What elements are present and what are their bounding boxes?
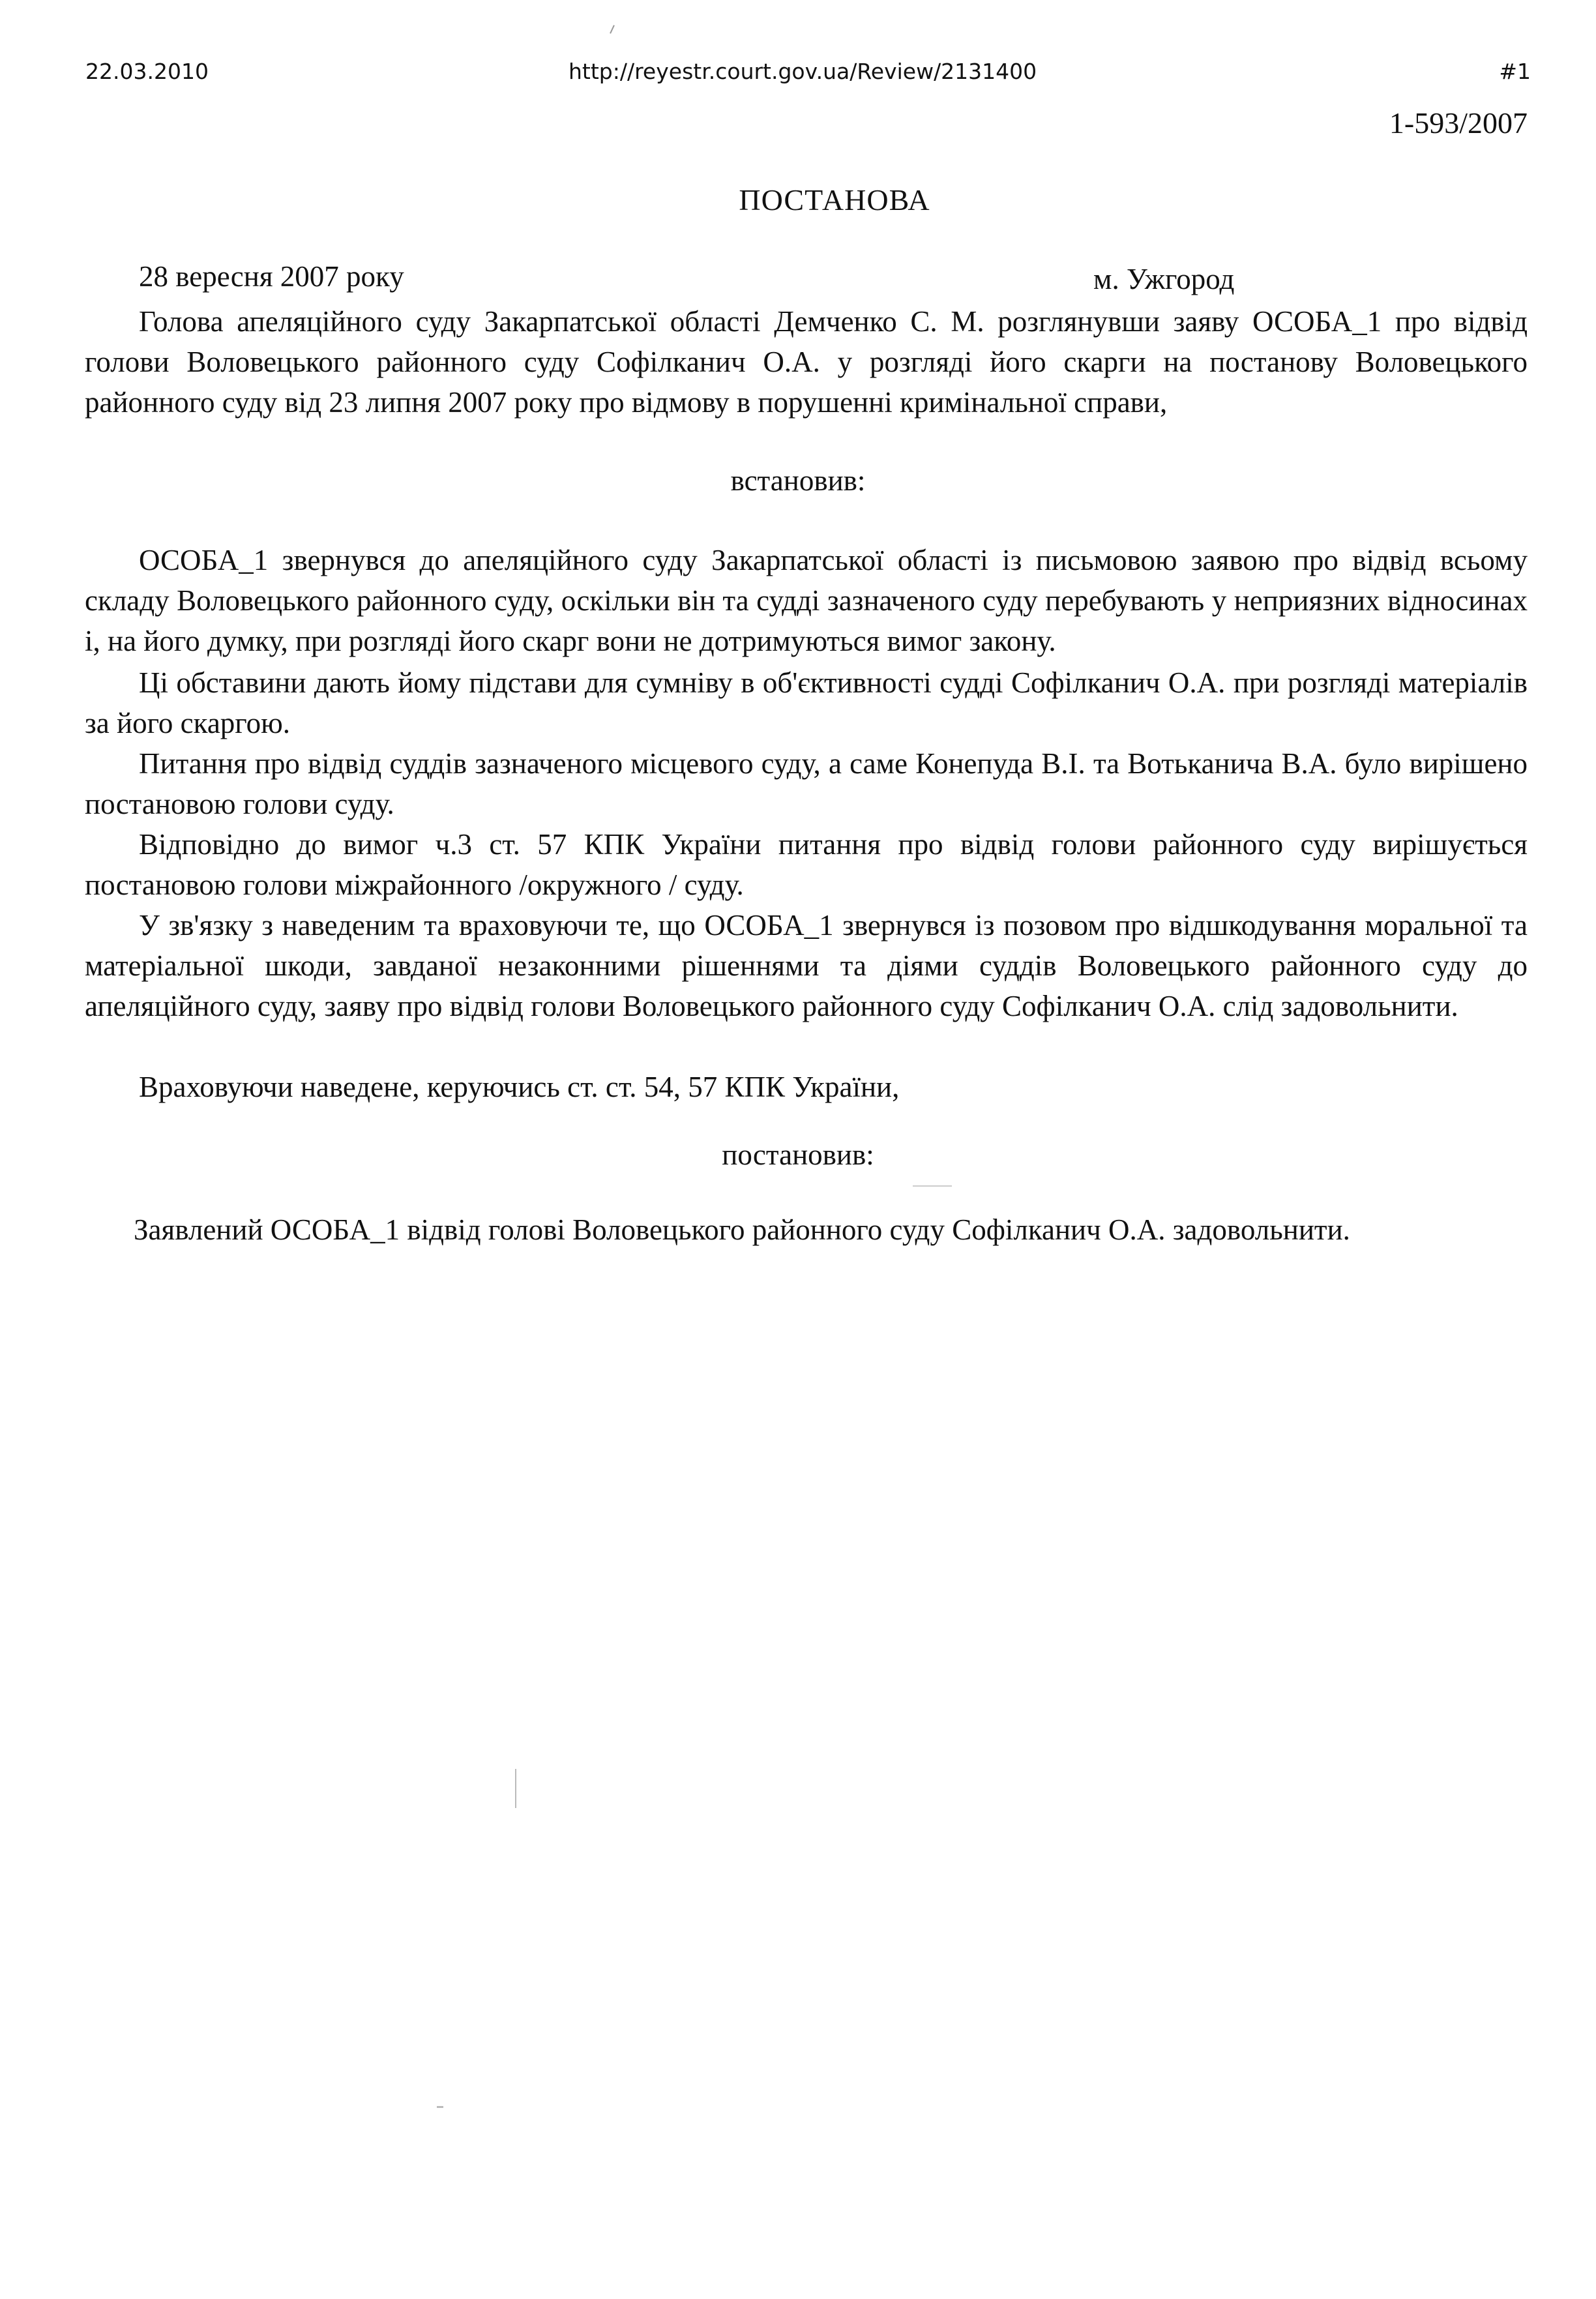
- scan-speck: [515, 1769, 516, 1808]
- body-paragraph-2: Ці обставини дають йому підстави для сумніву в об'єктивності судді Софілканич О.А. при розгляді матеріалів за його скаргою.: [85, 666, 1528, 739]
- resolved-heading: постановив:: [722, 1138, 874, 1171]
- scan-speck: [610, 25, 615, 34]
- resolution-text: Заявлений ОСОБА_1 відвід голові Воловецького районного суду Софілканич О.А. задовольнити.: [134, 1213, 1350, 1246]
- body-paragraph-4: Відповідно до вимог ч.3 ст. 57 КПК України питання про відвід голови районного суду вирішується постановою голови міжрайонного /окружного / суду.: [85, 828, 1528, 901]
- print-date: 22.03.2010: [85, 59, 209, 84]
- established-heading: встановив:: [730, 464, 866, 497]
- body-paragraph-3: Питання про відвід суддів зазначеного місцевого суду, а саме Конепуда В.І. та Вотьканича В.А. було вирішено постановою голови суду.: [85, 747, 1528, 820]
- decision-city: м. Ужгород: [1093, 263, 1235, 295]
- intro-paragraph: Голова апеляційного суду Закарпатської області Демченко С. М. розглянувши заяву ОСОБА_1 про відвід голови Воловецького районного суду Софілканич О.А. у розгляді його скарги на постанову Воловецького районного суду від 23 липня 2007 року про відмову в порушенні кримінальної справи,: [85, 305, 1528, 419]
- body-paragraph-5: У зв'язку з наведеним та враховуючи те, що ОСОБА_1 звернувся із позовом про відшкодування моральної та матеріальної шкоди, завданої незаконними рішеннями та діями суддів Воловецького районного суду до апеляційного суду, заяву про відвід голови Воловецького районного суду Софілканич О.А. слід задовольнити.: [85, 909, 1528, 1022]
- document-title: ПОСТАНОВА: [739, 183, 930, 216]
- print-url: http://reyestr.court.gov.ua/Review/2131400: [569, 59, 1037, 84]
- body-paragraph-1: ОСОБА_1 звернувся до апеляційного суду Закарпатської області із письмовою заявою про відвід всьому складу Воловецького районного суду, оскільки він та судді зазначеного суду перебувають у неприязних відносинах і, на його думку, при розгляді його скарг вони не дотримуються вимог закону.: [85, 544, 1528, 657]
- scan-speck: [913, 1185, 952, 1187]
- scan-speck: [437, 2106, 443, 2108]
- print-page-number: #1: [1499, 59, 1531, 84]
- body-paragraph-6: Враховуючи наведене, керуючись ст. ст. 54, 57 КПК України,: [139, 1071, 900, 1103]
- decision-date: 28 вересня 2007 року: [139, 260, 404, 293]
- case-number: 1-593/2007: [1389, 106, 1528, 140]
